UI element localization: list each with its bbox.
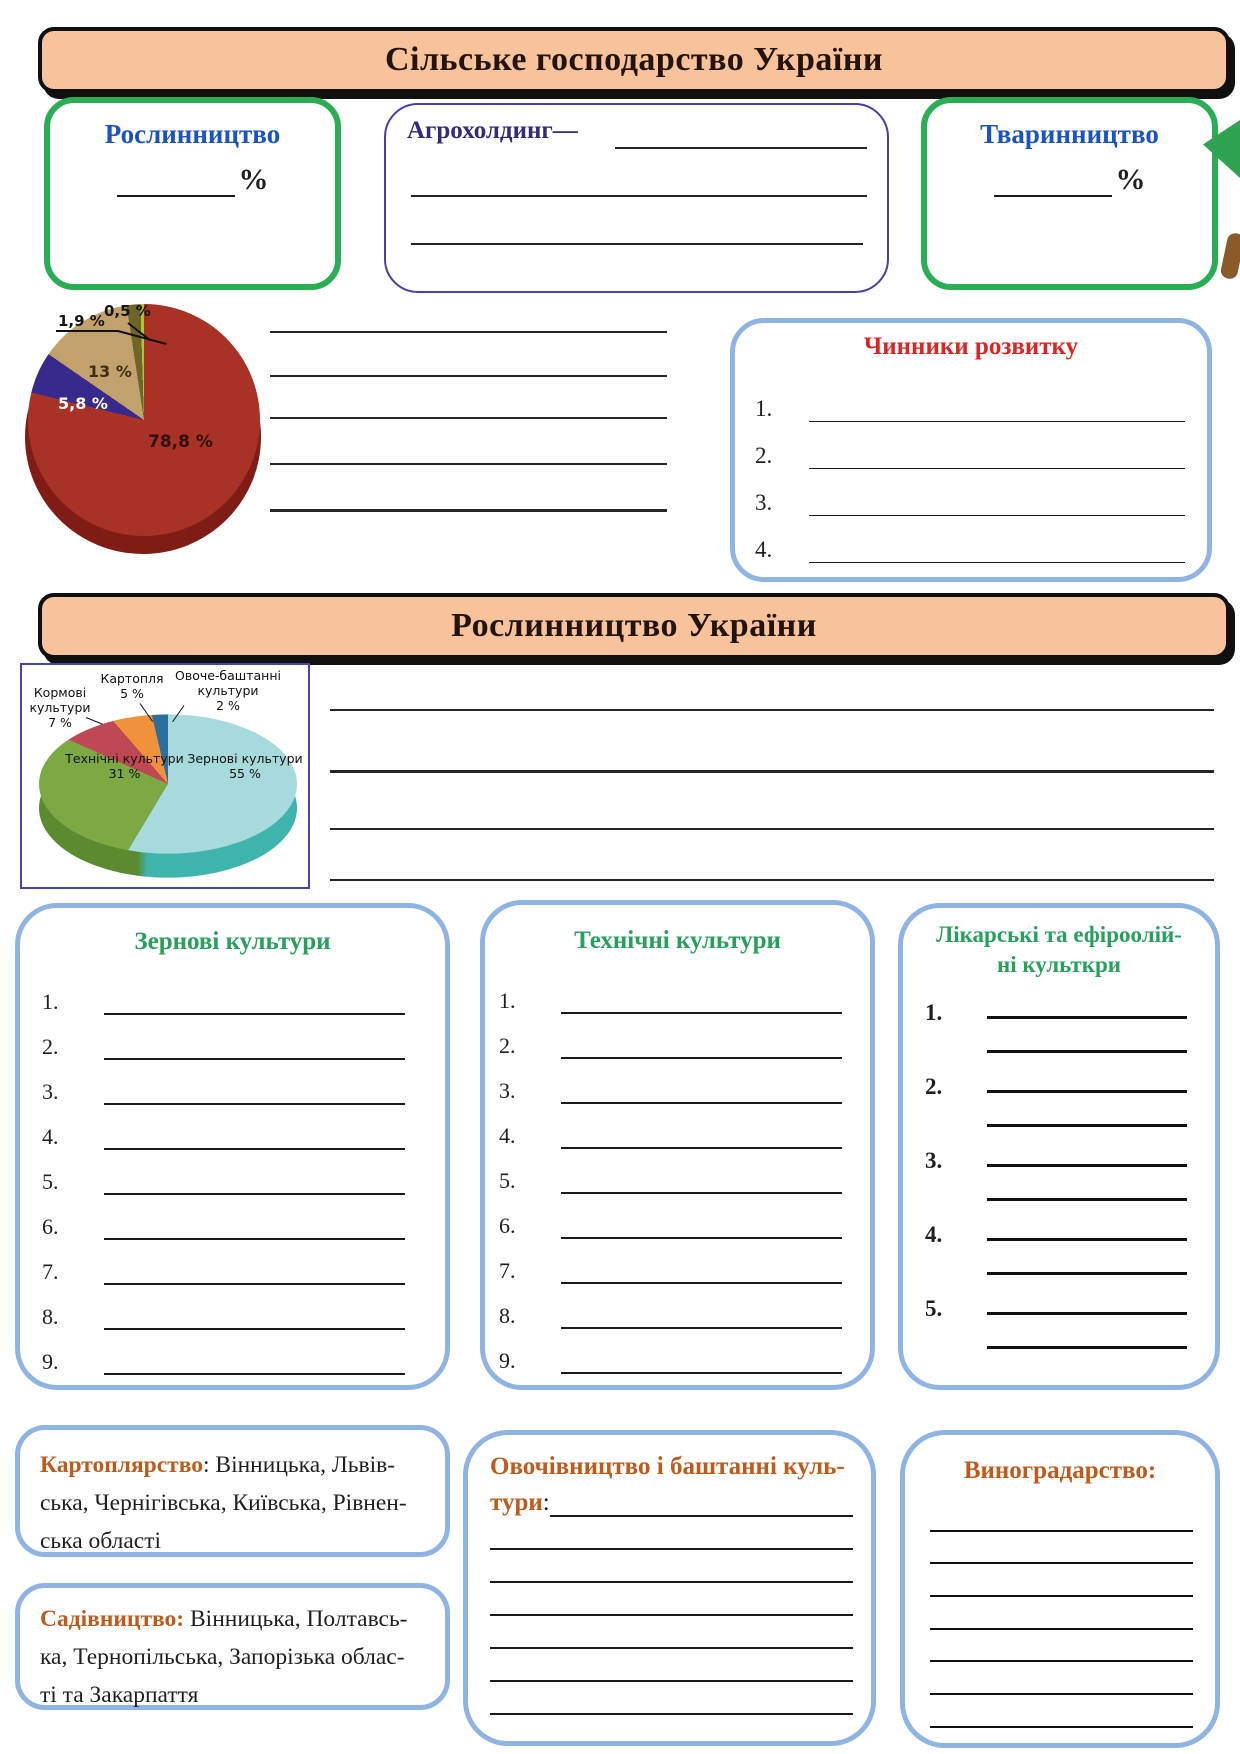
agroholding-label: Агрохолдинг— [407, 117, 578, 144]
blank-line[interactable] [490, 1649, 853, 1682]
blank-line[interactable] [987, 1019, 1187, 1053]
item-number: 2. [755, 443, 773, 468]
blank-line[interactable] [987, 1148, 1187, 1167]
cereal-crops-title: Зернові культури [134, 928, 331, 955]
development-factors-box [730, 318, 1212, 582]
blank-line[interactable] [930, 1564, 1193, 1597]
technical-crops-list [499, 969, 842, 1374]
cereal-crops-list [42, 970, 405, 1375]
blank-line[interactable] [490, 1517, 853, 1550]
development-factors-title: Чинники розвитку [863, 333, 1079, 360]
blank-line[interactable] [330, 709, 1214, 711]
item-number: 5. [499, 1168, 516, 1193]
blank-line[interactable] [104, 983, 405, 1015]
medicinal-crops-title-line2: ні культкри [996, 952, 1122, 977]
agriculture-structure-pie [14, 298, 270, 566]
list-item [499, 1329, 842, 1374]
item-number: 1. [755, 396, 773, 421]
blank-line[interactable] [987, 1241, 1187, 1275]
item-number: 5. [42, 1169, 59, 1194]
item-number: 2. [925, 1074, 943, 1099]
blank-line[interactable] [330, 770, 1214, 773]
list-item [755, 422, 1185, 469]
pie2-label-kartoplia: Картопля 5 % [100, 671, 164, 701]
item-number: 3. [755, 490, 773, 515]
potato-growing-box [15, 1425, 450, 1557]
technical-crops-box [480, 900, 875, 1390]
blank-line[interactable] [561, 1297, 842, 1329]
tvarynnytstvo-title: Тваринництво [980, 119, 1159, 149]
agroholding-box [384, 103, 889, 293]
blank-line[interactable] [550, 1487, 853, 1517]
blank-line[interactable] [104, 1208, 405, 1240]
item-number: 3. [499, 1078, 516, 1103]
pie2-label-ovoche: Овоче-баштанні культури 2 % [174, 668, 281, 713]
pie1-label-0-5: 0,5 % [104, 302, 151, 320]
blank-line[interactable] [561, 1162, 842, 1194]
blank-line[interactable] [270, 463, 667, 465]
blank-line[interactable] [270, 509, 667, 512]
item-number: 4. [499, 1123, 516, 1148]
blank-line[interactable] [104, 1163, 405, 1195]
item-number: 8. [42, 1304, 59, 1329]
list-item [42, 1330, 405, 1375]
list-item [499, 1284, 842, 1329]
item-number: 3. [925, 1148, 943, 1173]
list-item [499, 1104, 842, 1149]
list-item [42, 1015, 405, 1060]
list-item [42, 1285, 405, 1330]
list-item [42, 1150, 405, 1195]
list-item [42, 1240, 405, 1285]
list-item [755, 516, 1185, 563]
item-number: 6. [499, 1213, 516, 1238]
blank-line[interactable] [490, 1682, 853, 1715]
item-number: 9. [42, 1349, 59, 1374]
pie1-label-78-8: 78,8 % [148, 432, 213, 452]
roslynnytstvo-box [44, 97, 341, 290]
item-number: 1. [925, 1000, 943, 1025]
tvarynnytstvo-box [921, 97, 1218, 290]
pie1-label-5-8: 5,8 % [58, 394, 108, 413]
item-number: 2. [42, 1034, 59, 1059]
list-item [499, 1014, 842, 1059]
pie2-label-zernovi: Зернові культури 55 % [187, 751, 303, 781]
list-item [925, 1222, 1187, 1296]
item-number: 1. [499, 988, 516, 1013]
cereal-crops-box [15, 903, 450, 1390]
item-number: 4. [755, 537, 773, 562]
item-number: 1. [42, 989, 59, 1014]
blank-line[interactable] [104, 1343, 405, 1375]
potato-growing-term: Картоплярство [40, 1452, 203, 1478]
blank-line[interactable] [104, 1253, 405, 1285]
list-item [499, 969, 842, 1014]
percent-sign: % [238, 163, 269, 196]
blank-line[interactable] [104, 1118, 405, 1150]
blank-line[interactable] [930, 1695, 1193, 1728]
vegetable-growing-title-line1: Овочівництво і баштанні куль- [490, 1453, 845, 1480]
item-number: 4. [925, 1222, 943, 1247]
item-number: 6. [42, 1214, 59, 1239]
blank-line[interactable] [561, 982, 842, 1014]
blank-line[interactable] [270, 375, 667, 377]
blank-line[interactable] [490, 1583, 853, 1616]
colon: : [542, 1489, 550, 1516]
item-number: 2. [499, 1033, 516, 1058]
vegetable-growing-box [463, 1430, 876, 1746]
list-item [499, 1194, 842, 1239]
item-number: 5. [925, 1296, 943, 1321]
pie2-label-tekhnichni: Технічні культури 31 % [65, 751, 184, 781]
blank-line[interactable] [930, 1532, 1193, 1565]
item-number: 7. [499, 1258, 516, 1283]
clipart-fragment [1219, 232, 1240, 281]
item-number: 7. [42, 1259, 59, 1284]
blank-line[interactable] [330, 879, 1214, 881]
blank-line[interactable] [987, 1315, 1187, 1349]
list-item [42, 1060, 405, 1105]
crop-structure-pie [20, 663, 310, 889]
blank-line[interactable] [561, 1117, 842, 1149]
pie1-label-1-9: 1,9 % [58, 312, 105, 330]
blank-line[interactable] [809, 391, 1185, 422]
blank-line[interactable] [270, 331, 667, 333]
item-number: 3. [42, 1079, 59, 1104]
blank-line[interactable] [490, 1550, 853, 1583]
list-item [499, 1149, 842, 1194]
percent-sign: % [1115, 163, 1146, 196]
section-header-agriculture: Сільське господарство України [38, 27, 1230, 93]
vegetable-growing-lines [490, 1517, 853, 1715]
pie2-label-kormovi: Кормові культури 7 % [29, 685, 91, 730]
blank-line[interactable] [615, 147, 867, 149]
blank-line[interactable] [104, 1298, 405, 1330]
blank-line[interactable] [104, 1073, 405, 1105]
blank-line[interactable] [270, 417, 667, 419]
blank-line[interactable] [987, 1074, 1187, 1093]
list-item [925, 1000, 1187, 1074]
viticulture-box [900, 1430, 1220, 1748]
roslynnytstvo-title: Рослинництво [104, 119, 281, 149]
list-item [42, 1195, 405, 1240]
potato-growing-text: Картоплярство: Вінницька, Львів- ська, Чернігівська, Київська, Рівнен- ська області [40, 1452, 407, 1554]
development-factors-list [755, 375, 1185, 563]
list-item [755, 375, 1185, 422]
pie1-label-13: 13 % [88, 362, 132, 381]
item-number: 4. [42, 1124, 59, 1149]
blank-line[interactable] [930, 1630, 1193, 1663]
viticulture-title: Виноградарство: [963, 1457, 1157, 1484]
roslynnytstvo-percent-row [50, 161, 335, 197]
list-item [499, 1239, 842, 1284]
tvarynnytstvo-percent-row [927, 161, 1212, 197]
blank-line[interactable] [809, 532, 1185, 563]
medicinal-crops-title-line1: Лікарські та ефіроолій- [936, 922, 1182, 947]
blank-line[interactable] [104, 1028, 405, 1060]
list-item [42, 1105, 405, 1150]
blank-line[interactable] [561, 1027, 842, 1059]
blank-line[interactable] [987, 1093, 1187, 1127]
blank-line[interactable] [987, 1296, 1187, 1315]
blank-line[interactable] [930, 1597, 1193, 1630]
blank-line[interactable] [987, 1222, 1187, 1241]
blank-line[interactable] [330, 828, 1214, 830]
blank-line[interactable] [930, 1662, 1193, 1695]
list-item [755, 469, 1185, 516]
blank-line[interactable] [987, 1000, 1187, 1019]
blank-line[interactable] [561, 1252, 842, 1284]
blank-line[interactable] [490, 1616, 853, 1649]
blank-line[interactable] [987, 1167, 1187, 1201]
blank-line[interactable] [411, 243, 863, 245]
leader-line [56, 330, 118, 332]
horticulture-box [15, 1583, 450, 1710]
list-item [925, 1148, 1187, 1222]
horticulture-term: Садівництво: [40, 1606, 185, 1632]
medicinal-crops-box [898, 903, 1220, 1390]
horticulture-text: Садівництво: Вінницька, Полтавсь- ка, Тернопільська, Запорізька облас- ті та Закарпаття [40, 1606, 408, 1708]
blank-line[interactable] [994, 161, 1112, 197]
item-number: 9. [499, 1348, 516, 1373]
section-header-crops: Рослинництво України [38, 593, 1230, 659]
list-item [42, 970, 405, 1015]
list-item [925, 1074, 1187, 1148]
list-item [925, 1296, 1187, 1370]
item-number: 8. [499, 1303, 516, 1328]
list-item [499, 1059, 842, 1104]
blank-line[interactable] [930, 1499, 1193, 1532]
blank-line[interactable] [809, 438, 1185, 469]
pie2-disc [39, 714, 297, 853]
blank-line[interactable] [561, 1207, 842, 1239]
medicinal-crops-list [925, 1000, 1187, 1370]
blank-line[interactable] [561, 1342, 842, 1374]
vegetable-growing-title-line2: тури [490, 1489, 543, 1516]
blank-line[interactable] [561, 1072, 842, 1104]
technical-crops-title: Технічні культури [574, 927, 781, 954]
blank-line[interactable] [809, 485, 1185, 516]
blank-line[interactable] [411, 195, 867, 197]
viticulture-lines [930, 1499, 1193, 1728]
blank-line[interactable] [117, 161, 235, 197]
